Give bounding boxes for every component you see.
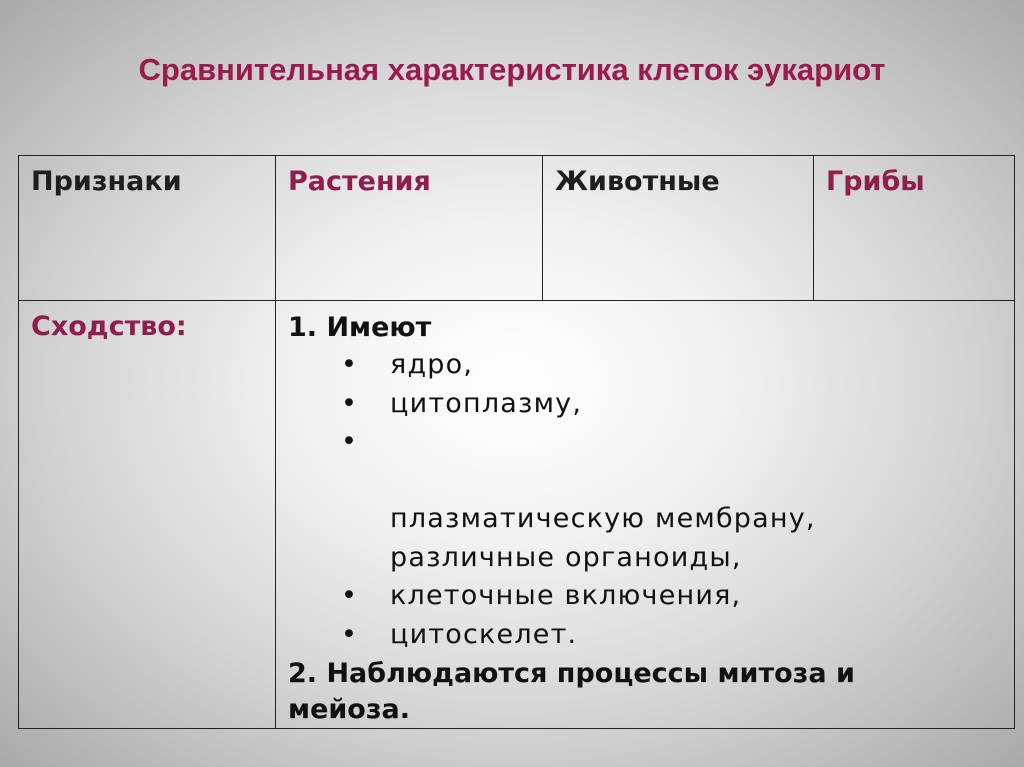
list-item-text: цитоскелет.: [390, 618, 578, 650]
content-footer-line2: мейоза.: [288, 694, 411, 725]
bullet-icon: •: [341, 426, 357, 457]
bullet-icon: •: [341, 349, 357, 380]
list-item: [288, 385, 1014, 424]
similarity-content: [276, 301, 1014, 728]
similarity-label: Сходство:: [31, 311, 187, 342]
feature-list: [288, 346, 1014, 654]
table-header-row: [19, 156, 1015, 301]
similarity-label-cell: [19, 301, 276, 729]
comparison-table: [18, 155, 1015, 729]
list-item-text: цитоплазму,: [390, 387, 583, 419]
content-footer-line1: 2. Наблюдаются процессы митоза и: [288, 658, 855, 689]
list-item: [288, 577, 1014, 616]
list-item: [288, 346, 1014, 385]
bullet-icon: •: [341, 618, 357, 650]
header-cell-animals: [543, 156, 814, 301]
list-item-text: ядро,: [390, 349, 474, 380]
list-item: [288, 423, 1014, 577]
bullet-icon: •: [341, 580, 357, 611]
list-item-text: клеточные включения,: [390, 580, 742, 611]
header-cell-plants: [276, 156, 543, 301]
content-heading: 1. Имеют: [288, 312, 432, 343]
header-cell-fungi: [814, 156, 1015, 301]
header-plants-label: Растения: [288, 166, 431, 197]
list-item: [288, 616, 1014, 655]
header-cell-features: [19, 156, 276, 301]
list-item-text: плазматическую мембрану, различные органоиды,: [390, 503, 816, 573]
header-features-label: Признаки: [31, 166, 182, 197]
slide-title: Сравнительная характеристика клеток эукариот: [138, 52, 886, 87]
similarity-content-cell: [276, 301, 1015, 729]
header-animals-label: Животные: [555, 166, 720, 197]
bullet-icon: •: [341, 387, 357, 419]
header-fungi-label: Грибы: [826, 166, 925, 197]
table-row-similarity: [19, 301, 1015, 729]
